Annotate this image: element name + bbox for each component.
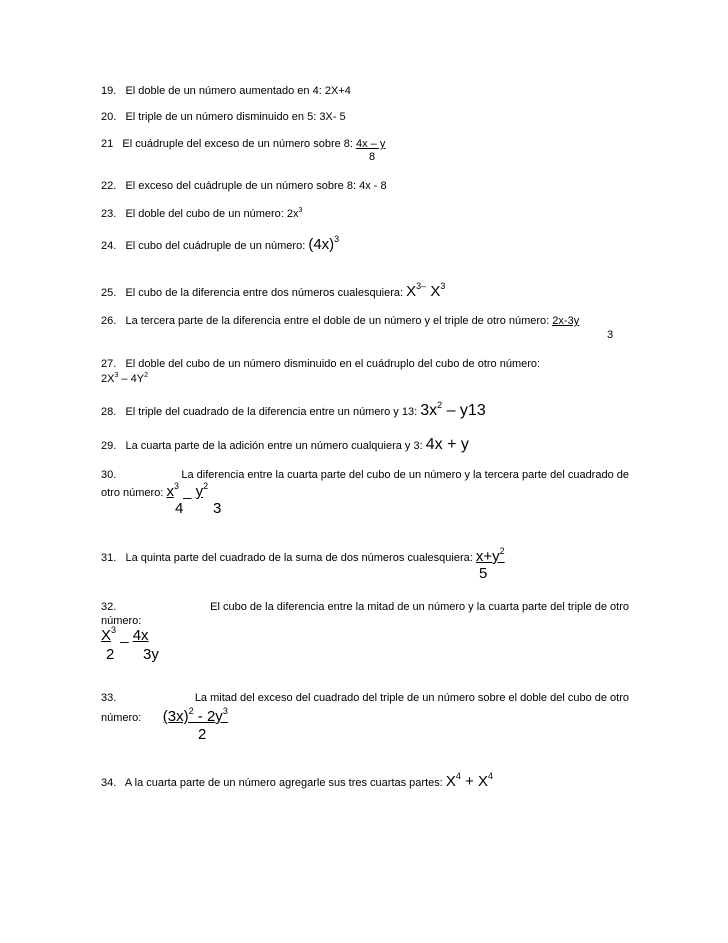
item-text: El triple de un número disminuido en 5: [125,111,317,123]
item-19 [101,85,351,98]
term-a-exponent: 3 [111,625,117,635]
item-text: El doble del cubo de un número: [125,208,284,220]
expression-exponent: 3 [298,207,303,214]
term-b: y [195,483,204,500]
item-27-expression [101,373,148,386]
expression-exponent: 3 [334,234,340,244]
numerator-base: x+y [475,548,500,565]
item-expression: 4x + y [425,436,469,453]
item-number: 34. [101,777,117,789]
item-expression: 2X+4 [324,85,351,97]
expression [420,402,486,419]
expression-exponent: 2 [437,400,443,410]
expression [406,283,445,300]
item-29 [101,438,469,453]
item-22 [101,180,387,193]
item-33-line-2 [101,706,228,725]
item-26 [101,315,579,328]
fraction-denominator: 2 [198,726,207,743]
item-27 [101,358,540,371]
item-number: 21 [101,138,114,150]
item-text: El cubo de la diferencia entre la mitad de un número y la cuarta parte del triple de otro [210,601,629,613]
item-28 [101,400,486,419]
item-text: El doble del cubo de un número disminuido en el cuádruplo del cubo de otro número: [125,358,541,370]
fraction-denominator-b: 3y [143,646,159,663]
item-text: El cuádruple del exceso de un número sobre 8: [122,138,353,150]
term-a-exponent: 3 [173,481,179,491]
item-text: El exceso del cuádruple de un número sobre 8: [125,180,357,192]
term-a: X [101,627,112,644]
operator: _ [183,483,192,500]
term-b: X [430,283,441,300]
item-30-line-2 [101,481,209,500]
item-number: 31. [101,552,117,564]
item-text-continued: número: [101,712,142,724]
operator: + [460,773,479,790]
item-number: 29. [101,440,117,452]
term-a-exponent: 2 [188,706,194,716]
term-b-exponent: 3 [440,281,446,291]
item-number: 23. [101,208,117,220]
item-number: 32. [101,601,117,613]
fraction-numerator: 4x – y [356,138,386,150]
item-number: 22. [101,180,117,192]
expression [166,483,208,500]
operator: – [421,281,427,291]
item-text: El triple del cuadrado de la diferencia entre un número y 13: [125,406,418,418]
item-number: 19. [101,85,117,97]
term-a: x [166,483,174,500]
item-text-continued: otro número: [101,487,164,499]
item-33 [101,692,629,705]
item-text: El cubo del cuádruple de un número: [125,240,306,252]
term-a: (3x) [162,708,189,725]
operator: _ [120,627,129,644]
fraction-denominator: 5 [479,565,488,582]
item-text: La mitad del exceso del cuadrado del triple de un número sobre el doble del cubo de otro [194,692,629,704]
item-number: 28. [101,406,117,418]
fraction-denominator: 3 [607,329,614,341]
term-a-exponent: 3 [416,281,422,291]
fraction-denominator: 8 [369,151,376,163]
item-number: 33. [101,692,117,704]
fraction-denominator-a: 2 [106,646,115,663]
expression [308,236,339,253]
item-number: 24. [101,240,117,252]
item-text: La quinta parte del cuadrado de la suma de dos números cualesquiera: [125,552,473,564]
item-text: El doble de un número aumentado en 4: [125,85,322,97]
item-20 [101,111,346,124]
item-expression: 3X- 5 [319,111,346,123]
item-text: El cubo de la diferencia entre dos números cualesquiera: [125,287,404,299]
item-32-expression [101,625,149,644]
expression-base: (4x) [308,236,335,253]
fraction-numerator [163,708,228,725]
term-a-exponent: 3 [114,372,119,379]
item-text: La cuarta parte de la adición entre un número cualquiera y 3: [125,440,423,452]
term-a: X [445,773,456,790]
term-b: - 2y [193,708,223,725]
term-a: 2X [101,373,115,385]
item-30 [101,469,629,482]
item-number: 20. [101,111,117,123]
item-text: La diferencia entre la cuarta parte del cubo de un número y la tercera parte del cuadrado de [181,469,629,481]
fraction-numerator: 2x-3y [552,315,580,327]
term-b-exponent: 2 [144,372,148,379]
item-31 [101,546,505,565]
expression-rest: – y13 [442,402,486,419]
term-b: – 4Y [118,373,145,385]
term-a-exponent: 4 [455,771,461,781]
term-b-exponent: 2 [203,481,209,491]
item-24 [101,234,340,253]
expression [446,773,493,790]
item-number: 25. [101,287,117,299]
fraction-numerator [476,548,505,565]
item-text: La tercera parte de la diferencia entre el doble de un número y el triple de otro número: [125,315,550,327]
numerator-exponent: 2 [499,546,505,556]
fraction-denominator-b: 3 [213,500,222,517]
item-number: 30. [101,469,117,481]
item-number: 26. [101,315,117,327]
item-25 [101,281,446,300]
fraction-denominator-a: 4 [175,500,184,517]
term-b: 4x [132,627,149,644]
item-32-line-2: número: [101,615,142,627]
expression-base: 2x [286,208,299,220]
item-34 [101,771,494,790]
term-a: X [406,283,417,300]
expression-base: 3x [420,402,438,419]
item-21 [101,138,385,151]
item-23 [101,208,302,221]
item-expression: 4x - 8 [359,180,387,192]
item-number: 27. [101,358,117,370]
term-b-exponent: 4 [488,771,494,781]
item-32 [101,601,629,614]
term-b-exponent: 3 [222,706,228,716]
item-text: A la cuarta parte de un número agregarle sus tres cuartas partes: [124,777,443,789]
term-b: X [478,773,489,790]
